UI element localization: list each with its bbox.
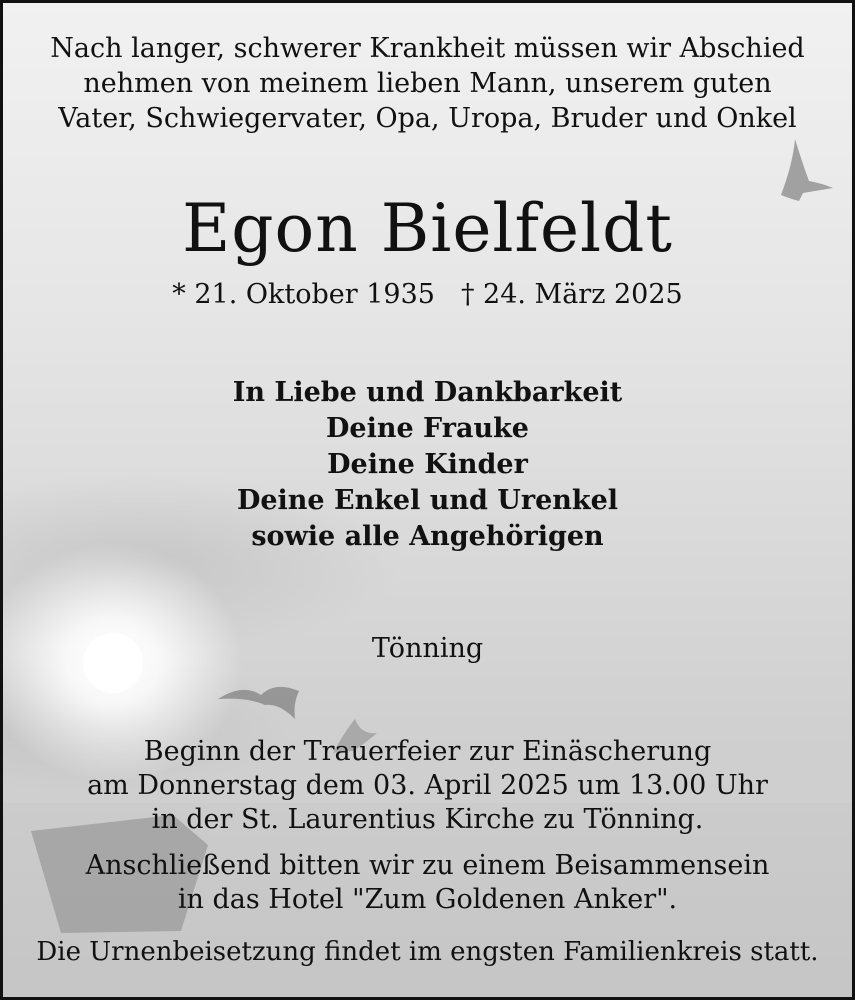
mourner-line: Deine Enkel und Urenkel — [236, 485, 619, 516]
service-line: Beginn der Trauerfeier zur Einäscherung — [143, 736, 712, 767]
death-date: † 24. März 2025 — [460, 279, 683, 310]
birth-date: * 21. Oktober 1935 — [172, 279, 435, 310]
reception-info — [3, 849, 852, 917]
intro-text — [3, 31, 852, 136]
reception-line: Anschließend bitten wir zu einem Beisammensein — [85, 850, 770, 881]
deceased-name: Egon Bielfeldt — [182, 190, 673, 267]
mourner-line: sowie alle Angehörigen — [251, 521, 604, 552]
reception-line: in das Hotel "Zum Goldenen Anker". — [177, 884, 678, 915]
mourner-line: Deine Kinder — [327, 449, 528, 480]
funeral-service-info — [3, 735, 852, 837]
mourners-list — [3, 375, 852, 555]
intro-line: Nach langer, schwerer Krankheit müssen wir Abschied — [50, 33, 805, 64]
service-line: in der St. Laurentius Kirche zu Tönning. — [151, 804, 704, 835]
urn-burial-note: Die Urnenbeisetzung findet im engsten Familienkreis statt. — [36, 937, 819, 967]
intro-line: Vater, Schwiegervater, Opa, Uropa, Bruder und Onkel — [58, 103, 797, 134]
mourner-line: Deine Frauke — [326, 413, 529, 444]
service-line: am Donnerstag dem 03. April 2025 um 13.00 Uhr — [87, 770, 768, 801]
mourner-line: In Liebe und Dankbarkeit — [232, 377, 623, 408]
life-dates — [3, 277, 852, 313]
place-name: Tönning — [371, 633, 484, 664]
intro-line: nehmen von meinem lieben Mann, unserem guten — [83, 68, 772, 99]
